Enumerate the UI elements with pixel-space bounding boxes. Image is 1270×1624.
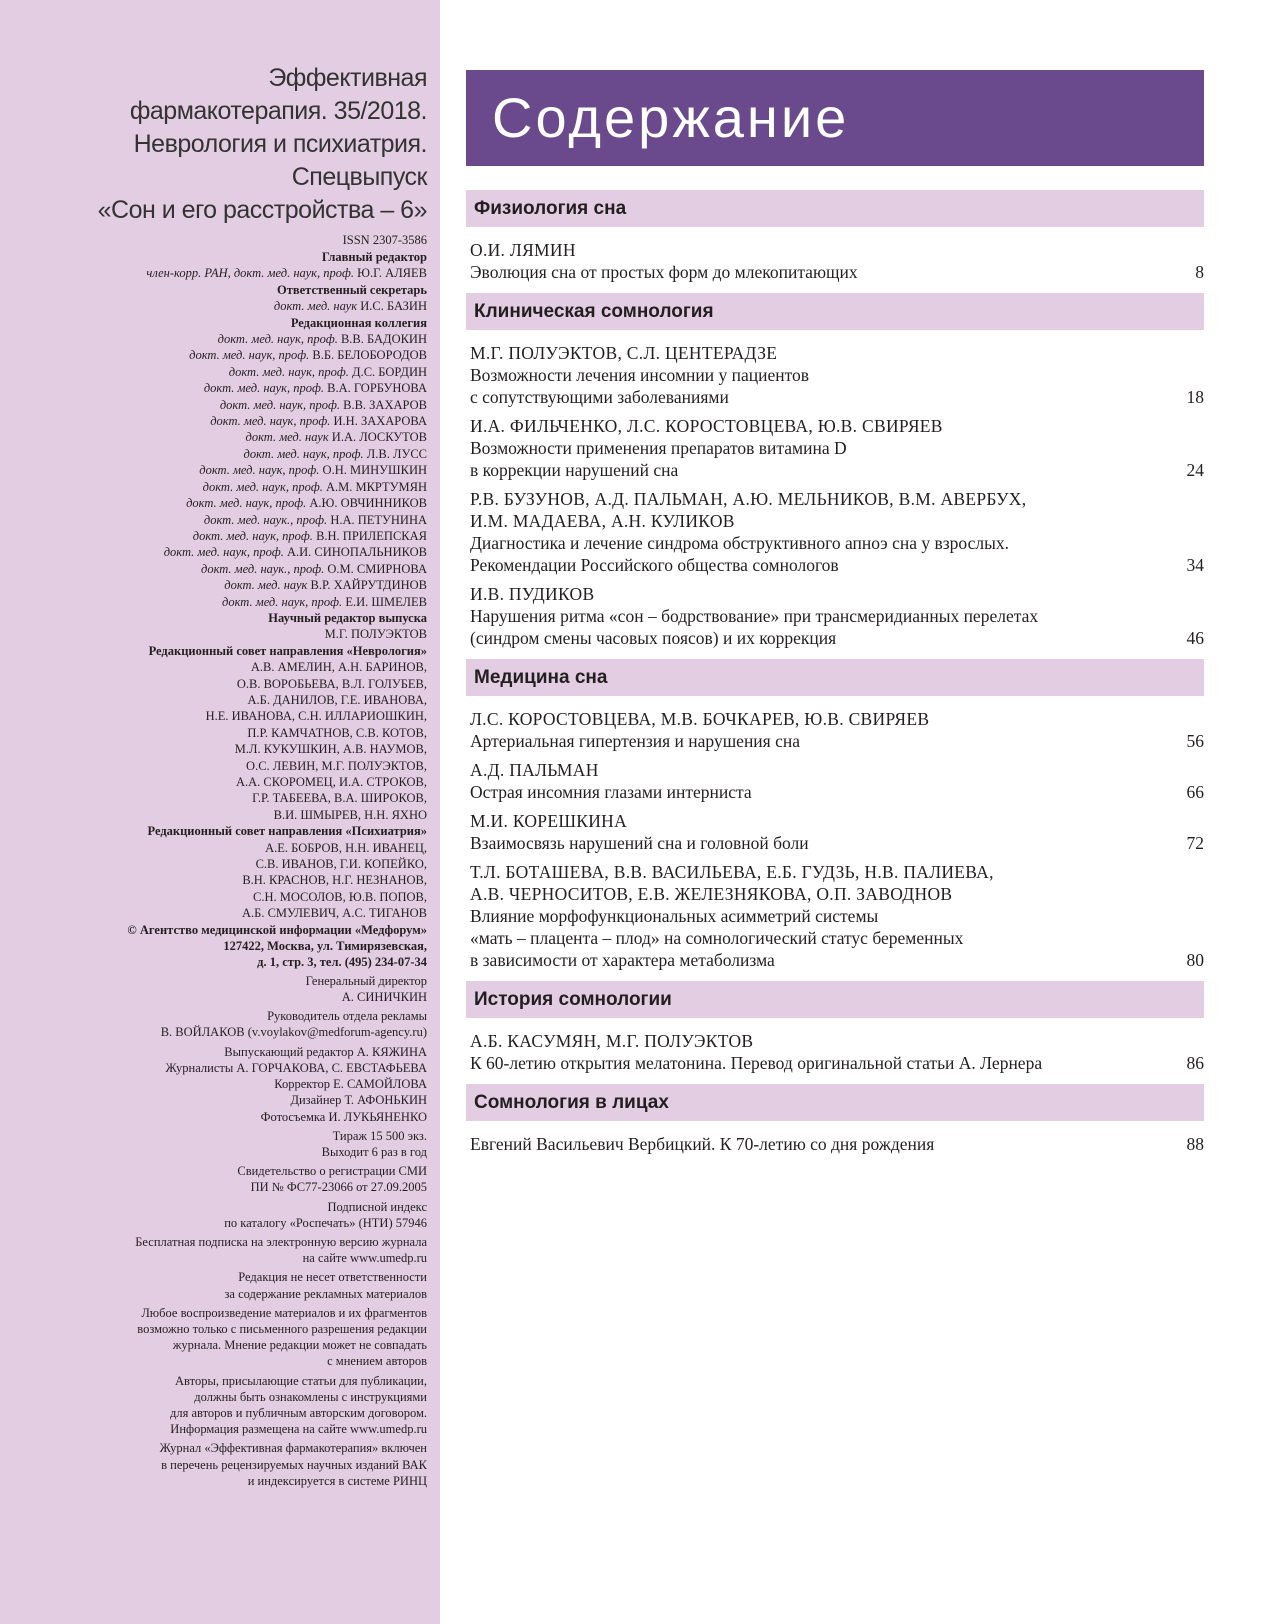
entry-authors: Р.В. БУЗУНОВ, А.Д. ПАЛЬМАН, А.Ю. МЕЛЬНИКОВ, В.М. АВЕРБУХ,: [470, 489, 1027, 509]
imprint-line: с мнением авторов: [327, 1354, 427, 1369]
page-number: 86: [1186, 1053, 1204, 1073]
member-degree: докт. мед. наук, проф.: [163, 545, 284, 560]
imprint-line: Дизайнер Т. АФОНЬКИН: [290, 1093, 427, 1108]
board-member: [20, 298, 427, 314]
member-name: Д.С. БОРДИН: [352, 364, 427, 379]
member-name: О.М. СМИРНОВА: [327, 561, 427, 576]
section-entries: [466, 696, 1204, 981]
imprint-line: в перечень рецензируемых научных изданий ВАК: [161, 1457, 427, 1472]
member-degree: докт. мед. наук, проф.: [228, 364, 349, 379]
toc-entry: [470, 488, 1204, 576]
section-entries: [466, 1018, 1204, 1084]
page-number: 80: [1186, 950, 1204, 970]
page-number: 66: [1186, 782, 1204, 802]
imprint-block: [20, 1008, 427, 1040]
member-name: В.Р. ХАЙРУТДИНОВ: [310, 578, 427, 593]
board-member: [20, 577, 427, 593]
toc-entry: [470, 1030, 1204, 1074]
board-line: Н.Е. ИВАНОВА, С.Н. ИЛЛАРИОШКИН,: [205, 709, 427, 724]
board-line: М.Г. ПОЛУЭКТОВ: [324, 627, 427, 642]
imprint-line: Генеральный директор: [305, 973, 427, 988]
imprint-line: Журналисты А. ГОРЧАКОВА, С. ЕВСТАФЬЕВА: [165, 1060, 427, 1075]
entry-title-line: Влияние морфофункциональных асимметрий системы: [470, 906, 879, 926]
imprint-block: [20, 1128, 427, 1160]
board-line: С.В. ИВАНОВ, Г.И. КОПЕЙКО,: [255, 857, 427, 872]
imprint-line: Информация размещена на сайте www.umedp.ru: [170, 1422, 427, 1437]
entry-title-line: К 60-летию открытия мелатонина. Перевод оригинальной статьи А. Лернера: [470, 1053, 1043, 1073]
board-line: В.Н. КРАСНОВ, Н.Г. НЕЗНАНОВ,: [242, 873, 427, 888]
imprint-line: ПИ № ФС77-23066 от 27.09.2005: [250, 1180, 427, 1195]
board-line: О.С. ЛЕВИН, М.Г. ПОЛУЭКТОВ,: [246, 758, 427, 773]
section-entries: [466, 1121, 1204, 1165]
imprint-line: Редакция не несет ответственности: [238, 1270, 427, 1285]
board-member: [20, 397, 427, 413]
entry-title: [470, 905, 1204, 971]
board-heading: Редакционный совет направления «Неврология»: [148, 643, 427, 658]
toc-heading: Содержание: [466, 70, 1204, 166]
imprint-line: Корректор Е. САМОЙЛОВА: [274, 1077, 427, 1092]
toc-entry: [470, 759, 1204, 803]
entry-title-line: Рекомендации Российского общества сомнологов: [470, 555, 839, 575]
entry-title: [470, 1052, 1204, 1074]
board-line: А.Б. ДАНИЛОВ, Г.Е. ИВАНОВА,: [247, 692, 427, 707]
entry-authors: А.Д. ПАЛЬМАН: [470, 760, 599, 780]
imprint-line: Руководитель отдела рекламы: [267, 1009, 427, 1024]
toc-entry: [470, 708, 1204, 752]
board-member: [20, 561, 427, 577]
entry-title-line: Нарушения ритма «сон – бодрствование» при трансмеридианных перелетах: [470, 606, 1039, 626]
journal-title-line: Эффективная: [268, 64, 427, 92]
member-degree: докт. мед. наук, проф.: [219, 397, 340, 412]
imprint-line: А. СИНИЧКИН: [341, 990, 427, 1005]
journal-title-line: Неврология и психиатрия.: [133, 130, 427, 158]
journal-title-line: фармакотерапия. 35/2018.: [129, 97, 427, 125]
toc-entry: [470, 342, 1204, 408]
imprint-block: [20, 1044, 427, 1125]
board-heading: Научный редактор выпуска: [268, 610, 427, 625]
member-degree: докт. мед. наук, проф.: [243, 446, 364, 461]
section-heading: История сомнологии: [466, 981, 1204, 1018]
entry-title: [470, 532, 1204, 576]
entry-authors: М.И. КОРЕШКИНА: [470, 811, 628, 831]
member-degree: докт. мед. наук, проф.: [186, 496, 307, 511]
board-member: [20, 544, 427, 560]
entry-title: [470, 364, 1204, 408]
imprint-line: за содержание рекламных материалов: [224, 1286, 427, 1301]
member-name: А.М. МКРТУМЯН: [325, 479, 427, 494]
imprint-block: [20, 973, 427, 1005]
entry-title-line: Взаимосвязь нарушений сна и головной боли: [470, 833, 809, 853]
section-entries: [466, 330, 1204, 659]
board-line: © Агентство медицинской информации «Медфорум»: [127, 922, 427, 937]
toc-entry: [470, 1133, 1204, 1155]
board-member: [20, 594, 427, 610]
page-number: 72: [1186, 833, 1204, 853]
imprint-block: [20, 1199, 427, 1231]
board-line: А.Е. БОБРОВ, Н.Н. ИВАНЕЦ,: [265, 840, 427, 855]
section-entries: [466, 227, 1204, 293]
imprint-line: Авторы, присылающие статьи для публикации,: [175, 1373, 427, 1388]
member-degree: докт. мед. наук, проф.: [192, 528, 313, 543]
board-heading: Редакционная коллегия: [290, 315, 427, 330]
imprint-line: Выпускающий редактор А. КЯЖИНА: [224, 1044, 427, 1059]
board-line: О.В. ВОРОБЬЕВА, В.Л. ГОЛУБЕВ,: [236, 676, 427, 691]
imprint-block: [20, 1305, 427, 1370]
board-member: [20, 413, 427, 429]
imprint-line: на сайте www.umedp.ru: [302, 1251, 427, 1266]
entry-title-line: в коррекции нарушений сна: [470, 460, 679, 480]
imprint-line: Фотосъемка И. ЛУКЬЯНЕНКО: [260, 1109, 427, 1124]
board-line: С.Н. МОСОЛОВ, Ю.В. ПОПОВ,: [253, 889, 427, 904]
member-degree: докт. мед. наук., проф.: [203, 512, 328, 527]
section-heading: Физиология сна: [466, 190, 1204, 227]
member-name: А.Ю. ОВЧИННИКОВ: [309, 496, 427, 511]
board-member: [20, 347, 427, 363]
entry-authors: Л.С. КОРОСТОВЦЕВА, М.В. БОЧКАРЕВ, Ю.В. СВИРЯЕВ: [470, 709, 930, 729]
member-degree: докт. мед. наук, проф.: [217, 332, 338, 347]
entry-title: [470, 832, 1204, 854]
entry-authors: И.М. МАДАЕВА, А.Н. КУЛИКОВ: [470, 511, 735, 531]
member-degree: докт. мед. наук, проф.: [203, 381, 325, 396]
board-member: [20, 380, 427, 396]
imprint-line: для авторов и публичным авторским договором.: [170, 1405, 427, 1420]
page-number: 46: [1186, 628, 1204, 648]
board-member: [20, 479, 427, 495]
board-heading: Редакционный совет направления «Психиатрия»: [147, 824, 427, 839]
board-member: [20, 265, 427, 281]
member-degree: докт. мед. наук, проф.: [222, 594, 343, 609]
imprint-line: Тираж 15 500 экз.: [332, 1128, 427, 1143]
member-degree: член-корр. РАН, докт. мед. наук, проф.: [146, 266, 355, 281]
board-member: [20, 495, 427, 511]
member-name: В.А. ГОРБУНОВА: [327, 381, 427, 396]
member-name: В.В. ЗАХАРОВ: [343, 397, 427, 412]
imprint-block: [20, 1234, 427, 1266]
journal-title: [20, 62, 427, 227]
toc-entry: [470, 415, 1204, 481]
imprint-line: должны быть ознакомлены с инструкциями: [194, 1389, 427, 1404]
imprint-line: и индексируется в системе РИНЦ: [247, 1473, 427, 1488]
entry-title: [470, 605, 1204, 649]
board-member: [20, 429, 427, 445]
entry-title-line: Диагностика и лечение синдрома обструктивного апноэ сна у взрослых.: [470, 533, 1009, 553]
member-name: В.Н. ПРИЛЕПСКАЯ: [316, 528, 427, 543]
member-name: Ю.Г. АЛЯЕВ: [357, 266, 427, 281]
entry-title: [470, 730, 1204, 752]
imprint-block: [20, 1163, 427, 1195]
entry-title: [470, 261, 1204, 283]
editorial-board: [20, 249, 427, 971]
entry-title-line: с сопутствующими заболеваниями: [470, 387, 729, 407]
imprint-line: Любое воспроизведение материалов и их фрагментов: [141, 1305, 427, 1320]
member-name: Е.И. ШМЕЛЕВ: [345, 594, 427, 609]
table-of-contents: [466, 70, 1204, 1165]
toc-entry: [470, 810, 1204, 854]
section-heading: Медицина сна: [466, 659, 1204, 696]
board-line: В.И. ШМЫРЕВ, Н.Н. ЯХНО: [273, 807, 427, 822]
member-name: В.В. БАДОКИН: [340, 332, 427, 347]
member-degree: докт. мед. наук, проф.: [210, 414, 331, 429]
issn: ISSN 2307-3586: [342, 233, 427, 247]
imprint-line: Бесплатная подписка на электронную версию журнала: [135, 1234, 427, 1249]
entry-title-line: в зависимости от характера метаболизма: [470, 950, 775, 970]
entry-title-line: Евгений Васильевич Вербицкий. К 70-летию со дня рождения: [470, 1134, 935, 1154]
imprint-line: В. ВОЙЛАКОВ (v.voylakov@medforum-agency.ru): [160, 1025, 427, 1040]
entry-authors: А.Б. КАСУМЯН, М.Г. ПОЛУЭКТОВ: [470, 1031, 754, 1051]
page-number: 88: [1186, 1134, 1204, 1154]
toc-entry: [470, 583, 1204, 649]
board-line: П.Р. КАМЧАТНОВ, С.В. КОТОВ,: [247, 725, 427, 740]
member-name: Н.А. ПЕТУНИНА: [330, 512, 427, 527]
member-name: И.Н. ЗАХАРОВА: [333, 414, 427, 429]
board-line: М.Л. КУКУШКИН, А.В. НАУМОВ,: [234, 742, 427, 757]
member-name: В.Б. БЕЛОБОРОДОВ: [312, 348, 427, 363]
imprint-line: Свидетельство о регистрации СМИ: [237, 1164, 427, 1179]
page-number: 18: [1186, 387, 1204, 407]
board-line: д. 1, стр. 3, тел. (495) 234-07-34: [257, 955, 427, 970]
board-line: 127422, Москва, ул. Тимирязевская,: [223, 939, 427, 954]
entry-title-line: «мать – плацента – плод» на сомнологический статус беременных: [470, 928, 964, 948]
imprint: [20, 973, 427, 1489]
page-number: 8: [1195, 262, 1204, 282]
entry-authors: Т.Л. БОТАШЕВА, В.В. ВАСИЛЬЕВА, Е.Б. ГУДЗЬ, Н.В. ПАЛИЕВА,: [470, 862, 994, 882]
board-line: А.Б. СМУЛЕВИЧ, А.С. ТИГАНОВ: [241, 906, 427, 921]
board-line: А.А. СКОРОМЕЦ, И.А. СТРОКОВ,: [235, 775, 427, 789]
section-heading: Сомнология в лицах: [466, 1084, 1204, 1121]
member-degree: докт. мед. наук: [224, 578, 308, 593]
imprint-line: возможно только с письменного разрешения редакции: [137, 1321, 427, 1336]
member-degree: докт. мед. наук, проф.: [189, 348, 310, 363]
entry-title: [470, 781, 1204, 803]
journal-title-line: Спецвыпуск: [291, 163, 427, 191]
member-degree: докт. мед. наук, проф.: [202, 479, 323, 494]
entry-authors: О.И. ЛЯМИН: [470, 240, 576, 260]
member-name: А.И. СИНОПАЛЬНИКОВ: [286, 545, 427, 560]
board-line: А.В. АМЕЛИН, А.Н. БАРИНОВ,: [250, 660, 427, 675]
board-heading: Главный редактор: [321, 250, 427, 264]
entry-title-line: Артериальная гипертензия и нарушения сна: [470, 731, 800, 751]
board-member: [20, 364, 427, 380]
imprint-line: журнала. Мнение редакции может не совпадать: [172, 1338, 427, 1353]
page-number: 34: [1186, 555, 1204, 575]
imprint-line: Подписной индекс: [327, 1199, 427, 1214]
toc-body: [466, 190, 1204, 1165]
entry-authors: И.В. ПУДИКОВ: [470, 584, 595, 604]
imprint-block: [20, 1440, 427, 1489]
entry-title: [470, 1133, 1204, 1155]
imprint-block: [20, 1373, 427, 1438]
board-member: [20, 528, 427, 544]
entry-title-line: Эволюция сна от простых форм до млекопитающих: [470, 262, 858, 282]
entry-title-line: (синдром смены часовых поясов) и их коррекция: [470, 628, 837, 648]
imprint-line: Выходит 6 раз в год: [321, 1144, 427, 1159]
masthead-sidebar: [0, 0, 440, 1624]
board-member: [20, 512, 427, 528]
imprint-block: [20, 1269, 427, 1301]
entry-authors: М.Г. ПОЛУЭКТОВ, С.Л. ЦЕНТЕРАДЗЕ: [470, 343, 778, 363]
member-name: И.А. ЛОСКУТОВ: [331, 430, 427, 445]
entry-authors: И.А. ФИЛЬЧЕНКО, Л.С. КОРОСТОВЦЕВА, Ю.В. СВИРЯЕВ: [470, 416, 943, 436]
section-heading: Клиническая сомнология: [466, 293, 1204, 330]
page-number: 24: [1186, 460, 1204, 480]
entry-authors: А.В. ЧЕРНОСИТОВ, Е.В. ЖЕЛЕЗНЯКОВА, О.П. ЗАВОДНОВ: [470, 884, 953, 904]
member-name: О.Н. МИНУШКИН: [322, 463, 427, 478]
member-name: Л.В. ЛУСС: [366, 446, 427, 461]
member-degree: докт. мед. наук: [245, 430, 329, 445]
imprint-line: по каталогу «Роспечать» (НТИ) 57946: [224, 1215, 427, 1230]
member-degree: докт. мед. наук., проф.: [201, 561, 325, 576]
member-degree: докт. мед. наук, проф.: [199, 463, 320, 478]
entry-title-line: Возможности применения препаратов витамина D: [470, 438, 847, 458]
entry-title-line: Возможности лечения инсомнии у пациентов: [470, 365, 810, 385]
board-member: [20, 331, 427, 347]
board-line: Г.Р. ТАБЕЕВА, В.А. ШИРОКОВ,: [252, 791, 427, 806]
entry-title: [470, 437, 1204, 481]
journal-title-line: «Сон и его расстройства – 6»: [97, 196, 427, 224]
board-member: [20, 462, 427, 478]
page-number: 56: [1186, 731, 1204, 751]
imprint-line: Журнал «Эффективная фармакотерапия» включен: [159, 1441, 427, 1456]
board-member: [20, 446, 427, 462]
toc-entry: [470, 239, 1204, 283]
board-heading: Ответственный секретарь: [277, 282, 427, 297]
member-degree: докт. мед. наук: [273, 299, 358, 314]
toc-entry: [470, 861, 1204, 971]
member-name: И.С. БАЗИН: [360, 299, 427, 314]
entry-title-line: Острая инсомния глазами интерниста: [470, 782, 752, 802]
